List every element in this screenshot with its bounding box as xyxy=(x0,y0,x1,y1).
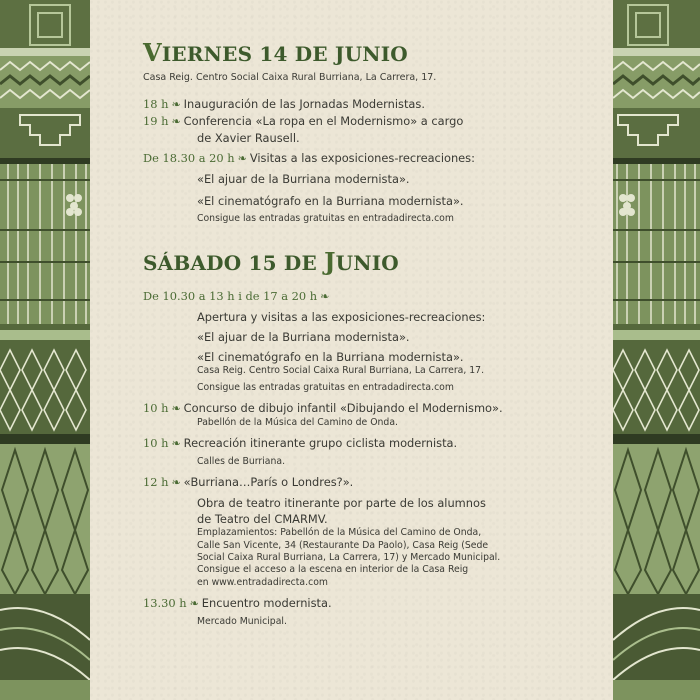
saturday-item-5 xyxy=(143,595,603,612)
exhibition-line: «El cinematógrafo en la Burriana modernista». xyxy=(197,194,464,208)
event-line: Apertura y visitas a las exposiciones-recreaciones: xyxy=(197,310,486,325)
leaf-ornament-icon: ❧ xyxy=(171,115,181,128)
leaf-ornament-icon: ❧ xyxy=(171,401,181,415)
event-title: Inauguración de las Jornadas Modernistas. xyxy=(183,97,425,111)
saturday-heading-text-end: UNIO xyxy=(335,251,399,276)
event-line: Obra de teatro itinerante por parte de los alumnos xyxy=(197,496,486,511)
friday-item-1 xyxy=(143,96,603,113)
saturday-item-1 xyxy=(143,288,603,305)
event-time: 10 h xyxy=(143,436,169,451)
leaf-ornament-icon: ❧ xyxy=(171,98,181,111)
friday-heading-initial: V xyxy=(143,38,162,67)
leaf-ornament-icon: ❧ xyxy=(171,437,181,451)
event-time: 19 h xyxy=(143,114,169,128)
friday-item-2 xyxy=(143,113,603,146)
event-note: Consigue las entradas gratuitas en entradadirecta.com xyxy=(197,381,454,393)
leaf-ornament-icon: ❧ xyxy=(237,152,247,165)
event-time: 18 h xyxy=(143,97,169,111)
event-line: «El cinematógrafo en la Burriana modernista». xyxy=(197,350,464,365)
event-title: Visitas a las exposiciones-recreaciones: xyxy=(249,151,475,165)
program-content xyxy=(143,40,603,628)
event-note: Casa Reig. Centro Social Caixa Rural Burriana, La Carrera, 17. xyxy=(197,365,485,377)
right-decorative-border xyxy=(613,0,700,700)
friday-venue: Casa Reig. Centro Social Caixa Rural Burriana, La Carrera, 17. xyxy=(143,72,437,83)
saturday-item-2 xyxy=(143,400,603,417)
event-time: 13.30 h xyxy=(143,595,187,610)
event-title: Recreación itinerante grupo ciclista modernista. xyxy=(183,436,458,451)
event-note: Calles de Burriana. xyxy=(197,456,286,468)
exhibition-line: «El ajuar de la Burriana modernista». xyxy=(197,172,410,186)
event-title-continued: de Xavier Rausell. xyxy=(197,131,300,145)
event-title: Conferencia «La ropa en el Modernismo» a cargo xyxy=(183,114,464,128)
event-note: en www.entradadirecta.com xyxy=(197,576,328,588)
event-time: De 10.30 a 13 h i de 17 a 20 h xyxy=(143,289,318,304)
event-time: 12 h xyxy=(143,475,169,490)
event-note: Consigue el acceso a la escena en interior de la Casa Reig xyxy=(197,564,469,576)
event-note: Social Caixa Rural Burriana, La Carrera, 17) y Mercado Municipal. xyxy=(197,552,501,564)
event-time: De 18.30 a 20 h xyxy=(143,151,235,165)
leaf-ornament-icon: ❧ xyxy=(320,290,330,304)
event-note: Emplazamientos: Pabellón de la Música del Camino de Onda, xyxy=(197,527,482,539)
event-note: Mercado Municipal. xyxy=(197,615,287,627)
right-border-pattern xyxy=(613,0,700,700)
left-border-pattern xyxy=(0,0,90,700)
event-note: Consigue las entradas gratuitas en entradadirecta.com xyxy=(197,213,454,224)
paper-panel xyxy=(90,0,613,700)
friday-item-3 xyxy=(143,150,603,167)
saturday-heading-initial: J xyxy=(324,247,336,277)
event-time: 10 h xyxy=(143,400,169,415)
saturday-item-3 xyxy=(143,435,603,452)
friday-heading xyxy=(143,40,603,67)
event-title: Concurso de dibujo infantil «Dibujando el Modernismo». xyxy=(183,400,503,415)
friday-heading-text: IERNES 14 DE JUNIO xyxy=(161,42,408,66)
event-note: Pabellón de la Música del Camino de Onda. xyxy=(197,416,398,428)
leaf-ornament-icon: ❧ xyxy=(171,476,181,490)
event-note: Calle San Vicente, 34 (Restaurante Da Paolo), Casa Reig (Sede xyxy=(197,539,489,551)
left-decorative-border xyxy=(0,0,90,700)
saturday-item-4 xyxy=(143,474,603,491)
event-title: Encuentro modernista. xyxy=(201,595,332,610)
event-line: «El ajuar de la Burriana modernista». xyxy=(197,330,410,345)
event-line: de Teatro del CMARMV. xyxy=(197,512,328,527)
saturday-heading xyxy=(143,249,603,276)
saturday-heading-text: SÁBADO 15 DE xyxy=(143,251,325,276)
leaf-ornament-icon: ❧ xyxy=(189,596,199,610)
event-title: «Burriana…París o Londres?». xyxy=(183,475,354,490)
